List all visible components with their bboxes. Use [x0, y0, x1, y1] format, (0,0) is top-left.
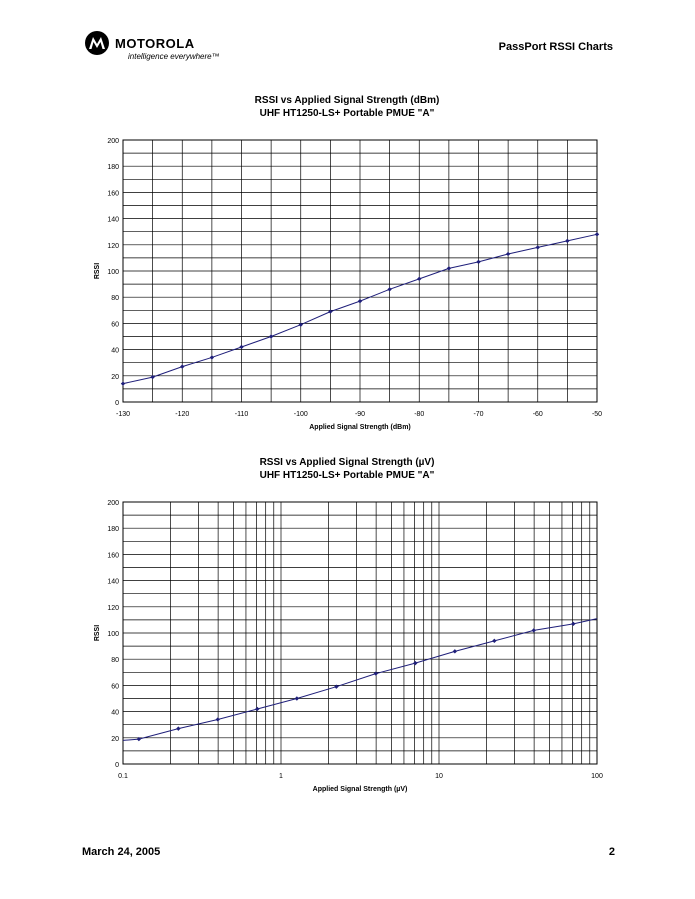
data-point	[121, 381, 125, 385]
x-tick-label: 0.1	[118, 773, 128, 780]
chart-rssi-vs-dbm	[0, 88, 695, 438]
data-point	[417, 277, 421, 281]
x-tick-label: -110	[234, 411, 249, 418]
y-tick-label: 60	[111, 321, 119, 329]
y-tick-label: 20	[111, 735, 119, 743]
y-tick-label: 200	[107, 138, 119, 145]
data-point	[447, 266, 451, 270]
data-point	[358, 299, 362, 303]
data-point	[532, 628, 536, 632]
y-tick-label: 140	[107, 578, 119, 586]
data-point	[176, 726, 180, 730]
y-tick-label: 160	[107, 552, 119, 560]
y-tick-label: 40	[111, 709, 119, 717]
document-title: PassPort RSSI Charts	[498, 41, 613, 53]
data-point	[255, 707, 259, 711]
chart-subtitle: UHF HT1250-LS+ Portable PMUE "A"	[259, 470, 435, 481]
motorola-logo	[84, 29, 244, 65]
x-tick-label: -130	[115, 411, 131, 418]
data-point	[295, 696, 299, 700]
y-tick-label: 0	[115, 400, 119, 407]
y-tick-label: 200	[107, 500, 119, 507]
y-tick-label: 0	[115, 762, 119, 769]
data-point	[210, 355, 214, 359]
data-point	[269, 334, 273, 338]
chart-title: RSSI vs Applied Signal Strength (dBm)	[254, 95, 440, 106]
y-tick-label: 180	[107, 526, 119, 534]
x-tick-label: 1	[279, 773, 283, 780]
y-tick-label: 100	[107, 269, 119, 276]
x-tick-label: -90	[354, 411, 366, 418]
data-point	[506, 252, 510, 256]
x-tick-label: -50	[591, 411, 603, 418]
x-tick-label: -80	[414, 411, 425, 418]
data-point	[216, 717, 220, 721]
series-line	[123, 619, 597, 741]
y-tick-label: 60	[111, 683, 119, 691]
y-tick-label: 80	[111, 657, 119, 665]
x-tick-label: -100	[293, 411, 308, 418]
data-point	[453, 649, 457, 653]
data-point	[413, 661, 417, 665]
y-tick-label: 80	[111, 295, 119, 303]
y-axis-label: RSSI	[94, 262, 101, 280]
y-tick-label: 120	[107, 242, 119, 250]
data-point	[180, 364, 184, 368]
y-tick-label: 40	[111, 347, 119, 355]
y-tick-label: 140	[107, 216, 119, 224]
y-tick-label: 20	[111, 373, 119, 381]
motorola-batwing-icon	[84, 30, 110, 56]
x-axis-label: Applied Signal Strength (µV)	[312, 786, 408, 793]
brand-tagline: intelligence everywhere™	[128, 52, 220, 61]
page-number: 2	[608, 846, 615, 858]
data-point	[565, 239, 569, 243]
x-tick-label: -120	[175, 411, 190, 418]
x-tick-label: 10	[435, 773, 443, 780]
x-axis-label: Applied Signal Strength (dBm)	[309, 424, 411, 431]
chart-subtitle: UHF HT1250-LS+ Portable PMUE "A"	[259, 108, 435, 119]
data-point	[239, 345, 243, 349]
data-point	[571, 622, 575, 626]
data-point	[492, 639, 496, 643]
brand-name: MOTOROLA	[115, 36, 195, 51]
y-tick-label: 160	[107, 190, 119, 198]
y-tick-label: 180	[107, 164, 119, 172]
data-point	[387, 287, 391, 291]
chart-title: RSSI vs Applied Signal Strength (µV)	[259, 457, 435, 468]
y-tick-label: 120	[107, 604, 119, 612]
chart-rssi-vs-microvolt	[0, 450, 695, 800]
data-point	[536, 245, 540, 249]
y-tick-label: 100	[107, 631, 119, 638]
y-axis-label: RSSI	[94, 624, 101, 642]
x-tick-label: 100	[591, 773, 603, 780]
x-tick-label: -70	[473, 411, 484, 418]
x-tick-label: -60	[532, 411, 543, 418]
data-point	[595, 232, 599, 236]
footer-date: March 24, 2005	[82, 846, 161, 858]
data-point	[476, 260, 480, 264]
